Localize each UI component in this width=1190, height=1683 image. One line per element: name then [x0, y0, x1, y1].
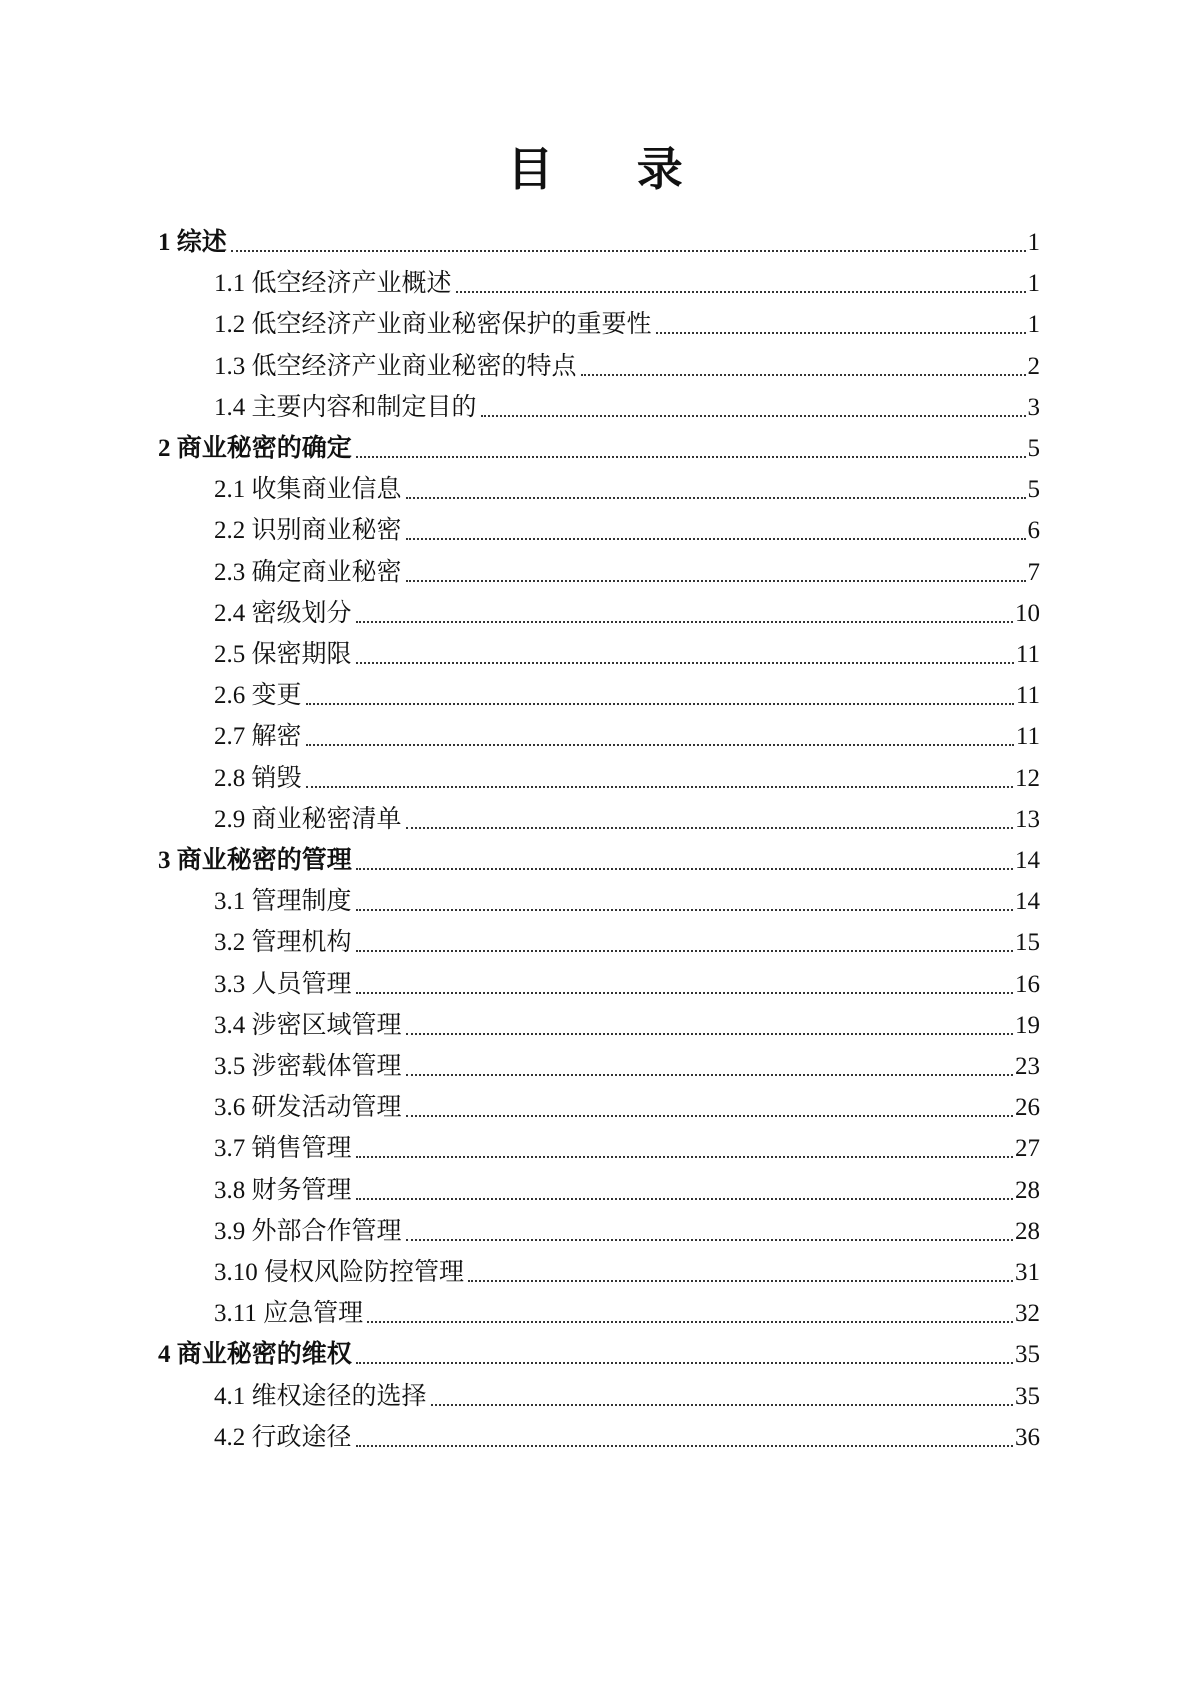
toc-section-entry[interactable] — [214, 1250, 1040, 1290]
toc-entry-label: 3 商业秘密的管理 — [158, 847, 352, 874]
toc-page-number: 7 — [1027, 558, 1040, 586]
toc-dot-leader — [406, 497, 1026, 499]
toc-dot-leader — [356, 992, 1013, 994]
toc-dot-leader — [406, 1074, 1013, 1076]
toc-chapter-entry[interactable] — [158, 1332, 1040, 1372]
toc-dot-leader — [356, 909, 1013, 911]
toc-section-entry[interactable] — [214, 673, 1040, 713]
toc-page-number: 19 — [1015, 1011, 1040, 1039]
toc-page-number: 35 — [1015, 1341, 1040, 1369]
toc-title: 目 录 — [507, 144, 719, 195]
toc-section-entry[interactable] — [214, 1415, 1040, 1455]
toc-chapter-entry[interactable] — [158, 220, 1040, 260]
toc-dot-leader — [231, 250, 1026, 252]
toc-chapter-entry[interactable] — [158, 838, 1040, 878]
toc-page-number: 11 — [1015, 641, 1040, 668]
toc-page-number: 35 — [1015, 1382, 1040, 1410]
toc-page-number: 2 — [1027, 352, 1040, 380]
toc-dot-leader — [406, 1239, 1013, 1241]
toc-entry-label: 1 综述 — [158, 229, 227, 256]
toc-dot-leader — [356, 621, 1013, 623]
toc-page-number: 16 — [1015, 970, 1040, 998]
toc-page-number: 23 — [1015, 1053, 1040, 1080]
toc-section-entry[interactable] — [214, 1126, 1040, 1166]
toc-entry-label: 4 商业秘密的维权 — [158, 1341, 352, 1369]
toc-section-entry[interactable] — [214, 1085, 1040, 1125]
toc-entry-label: 2.3 确定商业秘密 — [214, 558, 402, 586]
toc-entry-label: 3.5 涉密载体管理 — [214, 1053, 402, 1080]
toc-section-entry[interactable] — [214, 344, 1040, 384]
toc-dot-leader — [356, 456, 1026, 458]
toc-entry-label: 4.2 行政途径 — [214, 1423, 352, 1451]
toc-section-entry[interactable] — [214, 467, 1040, 507]
toc-section-entry[interactable] — [214, 879, 1040, 919]
toc-section-entry[interactable] — [214, 797, 1040, 837]
toc-chapter-entry[interactable] — [158, 426, 1040, 466]
toc-entry-label: 2.9 商业秘密清单 — [214, 805, 402, 833]
toc-page-number: 15 — [1015, 929, 1040, 957]
toc-dot-leader — [306, 703, 1014, 705]
toc-dot-leader — [356, 1362, 1013, 1364]
toc-page-number: 11 — [1015, 723, 1040, 751]
toc-entry-label: 3.6 研发活动管理 — [214, 1094, 402, 1122]
toc-entry-label: 3.8 财务管理 — [214, 1176, 352, 1204]
toc-section-entry[interactable] — [214, 261, 1040, 301]
toc-entry-label: 2.1 收集商业信息 — [214, 476, 402, 504]
toc-entry-label: 2.7 解密 — [214, 723, 302, 751]
toc-section-entry[interactable] — [214, 632, 1040, 672]
toc-page-number: 28 — [1015, 1176, 1040, 1204]
toc-section-entry[interactable] — [214, 962, 1040, 1002]
toc-entry-label: 3.2 管理机构 — [214, 929, 352, 957]
toc-page-number: 31 — [1015, 1259, 1040, 1286]
toc-dot-leader — [356, 1156, 1013, 1158]
toc-page-number: 1 — [1027, 270, 1040, 298]
toc-page-number: 26 — [1015, 1094, 1040, 1122]
toc-entry-label: 3.9 外部合作管理 — [214, 1217, 402, 1245]
toc-page-number: 14 — [1015, 847, 1040, 874]
toc-page-number: 5 — [1027, 435, 1040, 462]
toc-entry-label: 3.11 应急管理 — [214, 1300, 364, 1328]
toc-entry-label: 2.2 识别商业秘密 — [214, 517, 402, 545]
toc-entry-label: 2 商业秘密的确定 — [158, 435, 352, 462]
toc-section-entry[interactable] — [214, 385, 1040, 425]
toc-dot-leader — [406, 538, 1026, 540]
toc-page-number: 10 — [1015, 599, 1040, 627]
toc-entry-label: 2.6 变更 — [214, 682, 302, 710]
toc-page-number: 3 — [1027, 393, 1040, 421]
toc-section-entry[interactable] — [214, 1374, 1040, 1414]
toc-dot-leader — [406, 1033, 1013, 1035]
toc-entry-label: 1.4 主要内容和制定目的 — [214, 393, 477, 421]
toc-entry-label: 3.7 销售管理 — [214, 1135, 352, 1163]
toc-page-number: 11 — [1015, 682, 1040, 710]
toc-section-entry[interactable] — [214, 591, 1040, 631]
toc-dot-leader — [656, 332, 1026, 334]
toc-dot-leader — [356, 662, 1014, 664]
toc-dot-leader — [306, 744, 1014, 746]
toc-dot-leader — [481, 415, 1026, 417]
toc-dot-leader — [406, 580, 1026, 582]
toc-dot-leader — [367, 1321, 1013, 1323]
toc-dot-leader — [406, 827, 1013, 829]
toc-entry-label: 1.2 低空经济产业商业秘密保护的重要性 — [214, 311, 652, 339]
toc-dot-leader — [356, 1445, 1013, 1447]
toc-page-number: 36 — [1015, 1423, 1040, 1451]
toc-section-entry[interactable] — [214, 920, 1040, 960]
toc-dot-leader — [456, 291, 1026, 293]
toc-dot-leader — [406, 1115, 1013, 1117]
toc-entry-label: 3.3 人员管理 — [214, 970, 352, 998]
toc-page-number: 14 — [1015, 888, 1040, 916]
toc-dot-leader — [581, 374, 1026, 376]
toc-entry-label: 2.5 保密期限 — [214, 641, 352, 668]
toc-section-entry[interactable] — [214, 1044, 1040, 1084]
toc-page-number: 28 — [1015, 1217, 1040, 1245]
toc-section-entry[interactable] — [214, 714, 1040, 754]
toc-section-entry[interactable] — [214, 1291, 1040, 1331]
toc-page-number: 1 — [1027, 229, 1040, 256]
toc-page-number: 32 — [1015, 1300, 1040, 1328]
toc-dot-leader — [356, 950, 1013, 952]
toc-section-entry[interactable] — [214, 1168, 1040, 1208]
toc-page-number: 13 — [1015, 805, 1040, 833]
toc-dot-leader — [356, 868, 1013, 870]
toc-page-number: 5 — [1027, 476, 1040, 504]
toc-entry-label: 3.4 涉密区域管理 — [214, 1011, 402, 1039]
toc-dot-leader — [306, 786, 1013, 788]
toc-section-entry[interactable] — [214, 508, 1040, 548]
toc-page-number: 6 — [1027, 517, 1040, 545]
toc-page-number: 27 — [1015, 1135, 1040, 1163]
toc-entry-label: 1.1 低空经济产业概述 — [214, 270, 452, 298]
toc-section-entry[interactable] — [214, 302, 1040, 342]
toc-page-number: 12 — [1015, 764, 1040, 792]
toc-entry-label: 4.1 维权途径的选择 — [214, 1382, 427, 1410]
toc-entry-label: 1.3 低空经济产业商业秘密的特点 — [214, 352, 577, 380]
toc-section-entry[interactable] — [214, 550, 1040, 590]
toc-section-entry[interactable] — [214, 756, 1040, 796]
toc-section-entry[interactable] — [214, 1003, 1040, 1043]
toc-dot-leader — [431, 1404, 1013, 1406]
toc-dot-leader — [356, 1198, 1013, 1200]
toc-entry-label: 2.4 密级划分 — [214, 599, 352, 627]
toc-entry-label: 3.1 管理制度 — [214, 888, 352, 916]
toc-page-number: 1 — [1027, 311, 1040, 339]
toc-dot-leader — [468, 1280, 1013, 1282]
toc-entry-label: 2.8 销毁 — [214, 764, 302, 792]
toc-section-entry[interactable] — [214, 1209, 1040, 1249]
toc-entry-label: 3.10 侵权风险防控管理 — [214, 1259, 465, 1286]
